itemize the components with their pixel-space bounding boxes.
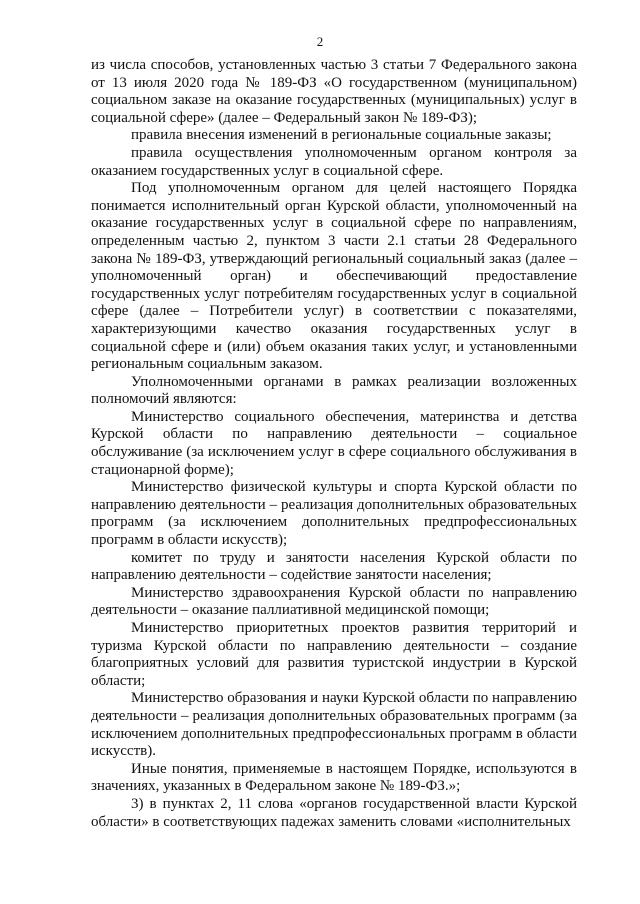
paragraph-4: Под уполномоченным органом для целей настоящего Порядка понимается исполнительный орган Курской области, уполномоченный на оказание государственных услуг в социальной сфере по направлениям, определенным частью 2, пунктом 3 части 2.1 статьи 28 Федерального закона № 189-ФЗ, утверждающий региональный социальный заказ (далее – уполномоченный орган) и обеспечивающий предоставление государственных услуг потребителям государственных услуг в социальной сфере (далее – Потребители услуг) в соответствии с показателями, характеризующими качество оказания государственных услуг в социальной сфере и (или) объем оказания таких услуг, и установленными региональным социальным заказом. bbox=[91, 180, 577, 373]
paragraph-11: Министерство образования и науки Курской области по направлению деятельности – реализация дополнительных образовательных программ (за исключением дополнительных предпрофессиональных программ в области искусств). bbox=[91, 690, 577, 760]
paragraph-9: Министерство здравоохранения Курской области по направлению деятельности – оказание паллиативной медицинской помощи; bbox=[91, 584, 577, 619]
paragraph-1: из числа способов, установленных частью 3 статьи 7 Федерального закона от 13 июля 2020 года № 189-ФЗ «О государственном (муниципальном) социальном заказе на оказание государственных (муниципальных) услуг в социальной сфере» (далее – Федеральный закон № 189-ФЗ); bbox=[91, 57, 577, 126]
paragraph-3: правила осуществления уполномоченным органом контроля за оказанием государственных услуг в социальной сфере. bbox=[91, 144, 577, 179]
paragraph-5: Уполномоченными органами в рамках реализации возложенных полномочий являются: bbox=[91, 373, 577, 408]
page-number: 2 bbox=[316, 34, 324, 49]
paragraph-12: Иные понятия, применяемые в настоящем Порядке, используются в значениях, указанных в Федеральном законе № 189-ФЗ.»; bbox=[91, 760, 577, 795]
paragraph-6: Министерство социального обеспечения, материнства и детства Курской области по направлению деятельности – социальное обслуживание (за исключением услуг в сфере социального обслуживания в стационарной форме); bbox=[91, 408, 577, 478]
paragraph-13: 3) в пунктах 2, 11 слова «органов государственной власти Курской области» в соответствующих падежах заменить словами «исполнительных bbox=[91, 795, 577, 830]
paragraph-2: правила внесения изменений в региональные социальные заказы; bbox=[131, 127, 552, 144]
paragraph-10: Министерство приоритетных проектов развития территорий и туризма Курской области по направлению деятельности – создание благоприятных условий для развития туристской индустрии в Курской области; bbox=[91, 620, 577, 689]
paragraph-7: Министерство физической культуры и спорта Курской области по направлению деятельности – реализация дополнительных образовательных программ (за исключением дополнительных предпрофессиональных программ в области искусств); bbox=[91, 479, 577, 549]
paragraph-8: комитет по труду и занятости населения Курской области по направлению деятельности – содействие занятости населения; bbox=[91, 549, 577, 584]
document-body bbox=[91, 57, 577, 831]
